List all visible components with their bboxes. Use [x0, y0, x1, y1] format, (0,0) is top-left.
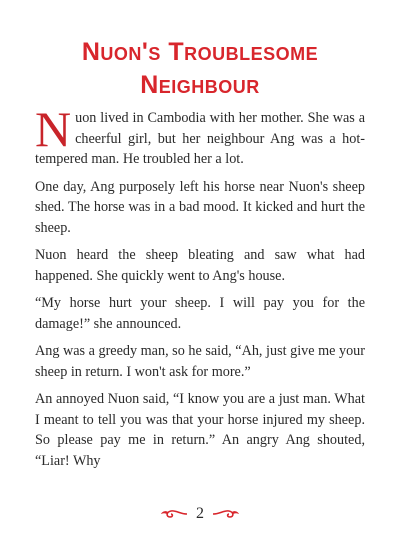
story-text	[35, 101, 365, 478]
paragraph-1	[35, 101, 365, 170]
paragraph-6: An annoyed Nuon said, “I know you are a just man. What I meant to tell you was that your horse injured my sheep. So please pay me in return.” An angry Ang shouted, “Liar! Why	[35, 391, 365, 469]
paragraph-4: “My horse hurt your sheep. I will pay you for the damage!” she announced.	[35, 295, 365, 332]
paragraph-3: Nuon heard the sheep bleating and saw what had happened. She quickly went to Ang's house.	[35, 247, 365, 284]
drop-cap: N	[35, 101, 72, 157]
story-title	[0, 36, 400, 102]
paragraph-5: Ang was a greedy man, so he said, “Ah, just give me your sheep in return. I won't ask for more.”	[35, 343, 365, 380]
page-number: 2	[196, 505, 204, 522]
paragraph-1-text: uon lived in Cambodia with her mother. She was a cheerful girl, but her neighbour Ang was a hot-tempered man. He troubled her a lot.	[35, 110, 365, 167]
right-flourish-icon	[212, 508, 240, 520]
left-flourish-icon	[160, 508, 188, 520]
title-line-1: Nuon's Troublesome	[81, 38, 319, 66]
page-footer	[0, 504, 400, 524]
title-line-2: Neighbour	[140, 71, 260, 99]
paragraph-2: One day, Ang purposely left his horse near Nuon's sheep shed. The horse was in a bad mood. It kicked and hurt the sheep.	[35, 178, 365, 236]
